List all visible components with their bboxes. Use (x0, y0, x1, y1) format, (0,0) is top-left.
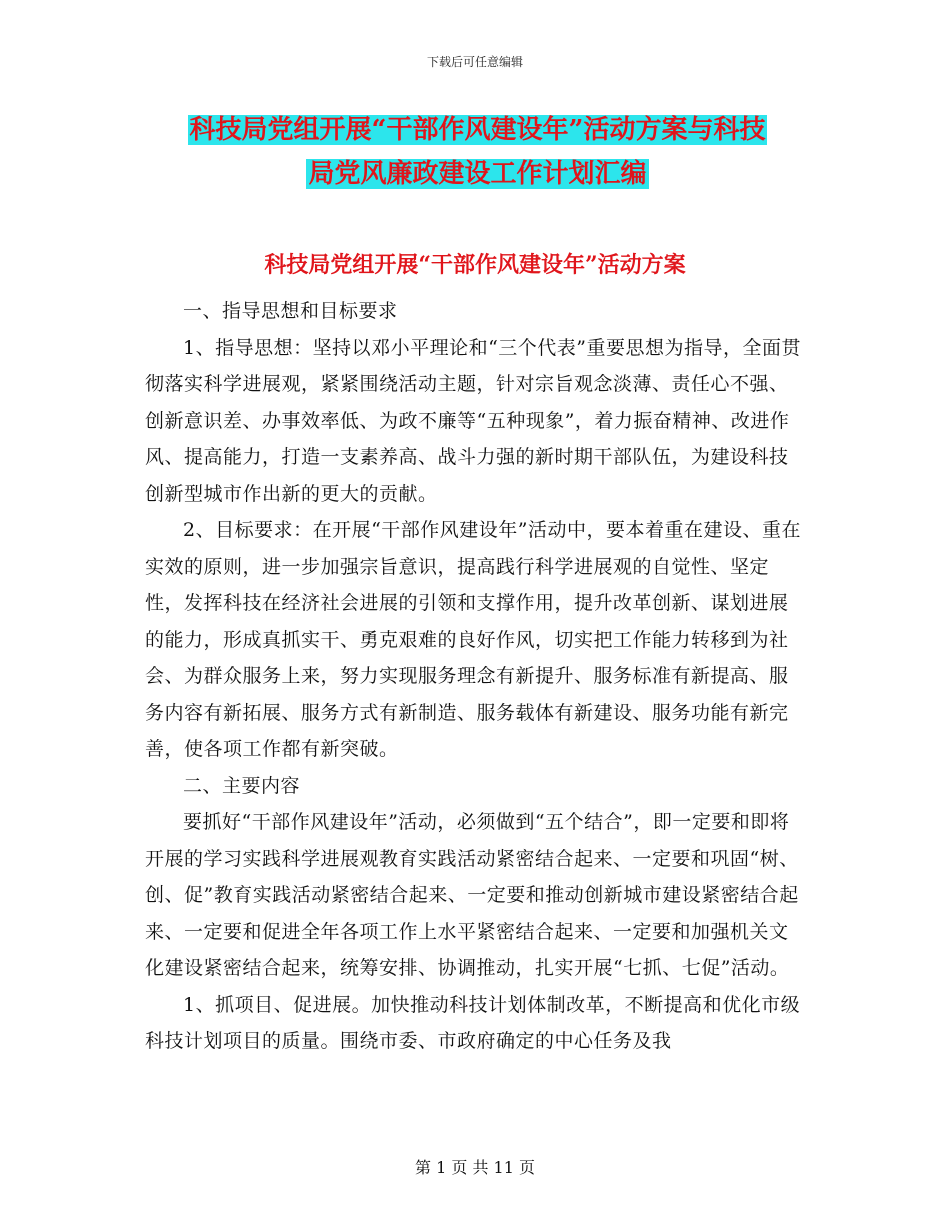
header-note: 下载后可任意编辑 (426, 55, 523, 69)
heading-guiding-ideology: 一、指导思想和目标要求 (183, 300, 398, 322)
paragraph-five-combinations: 要抓好“干部作风建设年”活动，必须做到“五个结合”，即一定要和即将开展的学习实践科学进展观教育实践活动紧密结合起来、一定要和巩固“树、创、促”教育实践活动紧密结合起来、一定要和推动创新城市建设紧密结合起来、一定要和促进全年各项工作上水平紧密结合起来、一定要和加强机关文化建设紧密结合起来，统筹安排、协调推动，扎实开展“七抓、七促”活动。 (145, 811, 799, 979)
document-body (145, 293, 805, 1060)
page-number: 第 1 页 共 11 页 (415, 1158, 535, 1177)
section-title: 科技局党组开展“干部作风建设年”活动方案 (264, 252, 686, 278)
paragraph-projects: 1、抓项目、促进展。加快推动科技计划体制改革，不断提高和优化市级科技计划项目的质量。围绕市委、市政府确定的中心任务及我 (145, 993, 801, 1052)
paragraph-goals: 2、目标要求：在开展“干部作风建设年”活动中，要本着重在建设、重在实效的原则，进一步加强宗旨意识，提高践行科学进展观的自觉性、坚定性，发挥科技在经济社会进展的引领和支撑作用，提升改革创新、谋划进展的能力，形成真抓实干、勇克艰难的良好作风，切实把工作能力转移到为社会、为群众服务上来，努力实现服务理念有新提升、服务标准有新提高、服务内容有新拓展、服务方式有新制造、服务载体有新建设、服务功能有新完善，使各项工作都有新突破。 (145, 519, 802, 760)
heading-main-content: 二、主要内容 (183, 774, 301, 797)
document-title-line-1: 科技局党组开展“干部作风建设年”活动方案与科技 (189, 115, 766, 145)
paragraph-guiding-ideology: 1、指导思想：坚持以邓小平理论和“三个代表”重要思想为指导，全面贯彻落实科学进展观，紧紧围绕活动主题，针对宗旨观念淡薄、责任心不强、创新意识差、办事效率低、为政不廉等“五种现象”，着力振奋精神、改进作风、提高能力，打造一支素养高、战斗力强的新时期干部队伍，为建设科技创新型城市作出新的更大的贡献。 (145, 336, 802, 505)
document-title-line-2: 局党风廉政建设工作计划汇编 (308, 159, 647, 189)
document-title (145, 108, 810, 196)
